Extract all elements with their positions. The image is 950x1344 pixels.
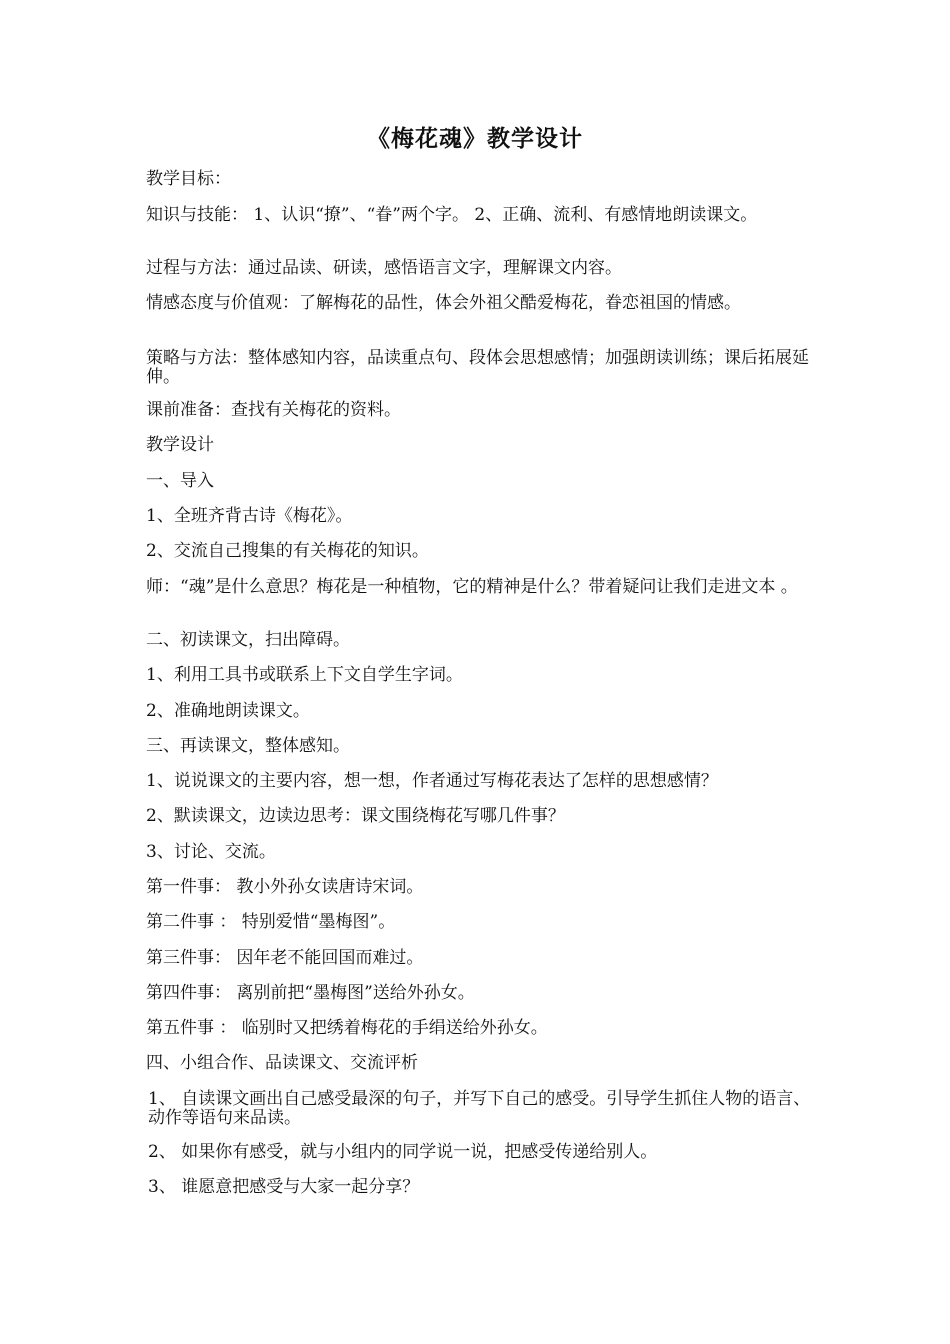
section-1-heading: 一、导入 [146,471,214,491]
section-3-item-2: 2、默读课文，边读边思考：课文围绕梅花写哪几件事？ [146,806,565,826]
paragraph-teaching-design-heading: 教学设计 [146,435,214,455]
event-3: 第三件事： 因年老不能回国而难过。 [146,948,424,968]
paragraph-preparation: 课前准备：查找有关梅花的资料。 [146,400,401,420]
teacher-question: 师：“魂”是什么意思？梅花是一种植物，它的精神是什么？带着疑问让我们走进文本 。 [146,577,798,597]
section-4-item-3: 3、 谁愿意把感受与大家一起分享？ [148,1177,420,1197]
section-3-item-3: 3、讨论、交流。 [146,842,276,862]
section-3-heading: 三、再读课文，整体感知。 [146,736,350,756]
section-4-item-2: 2、 如果你有感受，就与小组内的同学说一说，把感受传递给别人。 [148,1142,658,1162]
section-2-heading: 二、初读课文，扫出障碍。 [146,630,350,650]
section-2-item-1: 1、利用工具书或联系上下文自学生字词。 [146,665,463,685]
paragraph-teaching-goals-heading: 教学目标： [146,169,231,189]
paragraph-emotion-values: 情感态度与价值观：了解梅花的品性，体会外祖父酷爱梅花，眷恋祖国的情感。 [146,293,741,313]
section-1-item-1: 1、全班齐背古诗《梅花》。 [146,506,353,526]
event-1: 第一件事： 教小外孙女读唐诗宋词。 [146,877,424,897]
section-4-heading: 四、小组合作、品读课文、交流评析 [146,1053,418,1073]
paragraph-knowledge-skills: 知识与技能： 1、认识“撩”、“眷”两个字。 2、正确、流利、有感情地朗读课文。 [146,205,758,225]
section-4-item-1: 1、 自读课文画出自己感受最深的句子，并写下自己的感受。引导学生抓住人物的语言、动作等语句来品读。 [148,1089,811,1128]
paragraph-process-method: 过程与方法：通过品读、研读，感悟语言文字，理解课文内容。 [146,258,622,278]
event-4: 第四件事： 离别前把“墨梅图”送给外孙女。 [146,983,475,1003]
section-3-item-1: 1、说说课文的主要内容，想一想，作者通过写梅花表达了怎样的思想感情？ [146,771,718,791]
section-2-item-2: 2、准确地朗读课文。 [146,701,310,721]
event-5: 第五件事 ： 临别时又把绣着梅花的手绢送给外孙女。 [146,1018,548,1038]
section-1-item-2: 2、交流自己搜集的有关梅花的知识。 [146,541,429,561]
event-2: 第二件事 ： 特别爱惜“墨梅图”。 [146,912,396,932]
paragraph-strategy-method: 策略与方法：整体感知内容，品读重点句、段体会思想感情；加强朗读训练；课后拓展延伸。 [146,348,809,387]
document-title: 《梅花魂》教学设计 [367,126,583,152]
